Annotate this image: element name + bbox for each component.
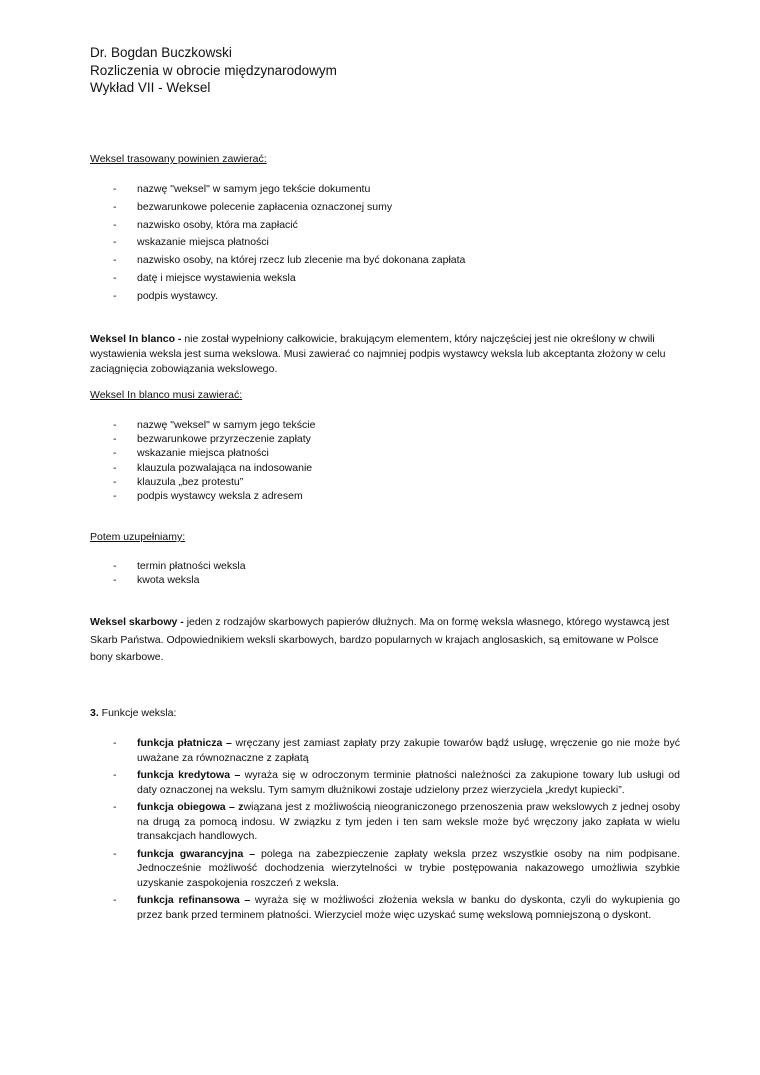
- list-item: - bezwarunkowe polecenie zapłacenia oznaczonej sumy: [90, 199, 680, 217]
- section-title: Funkcje weksla:: [98, 707, 177, 719]
- trasowany-list: [90, 181, 680, 306]
- list-item: [90, 768, 680, 797]
- list-item: - datę i miejsce wystawienia weksla: [90, 270, 680, 288]
- list-item: - kwota weksla: [90, 573, 680, 587]
- funkcje-section: [90, 736, 680, 925]
- uzupelniamy-heading: Potem uzupełniamy:: [90, 531, 186, 543]
- list-item: - klauzula pozwalająca na indosowanie: [90, 461, 680, 475]
- function-term: funkcja refinansowa –: [137, 894, 251, 906]
- blanco-line-2: wystawienia weksla jest suma wekslowa. Musi zawierać co najmniej podpis wystawcy weksla lub akceptanta złożony w celu: [90, 348, 666, 360]
- blanco-line-1: nie został wypełniony całkowicie, brakującym elementem, który najczęściej jest nie określony w chwili: [181, 333, 655, 345]
- list-item: - nazwisko osoby, na której rzecz lub zlecenie ma być dokonana zapłata: [90, 252, 680, 270]
- list-item: [90, 847, 680, 891]
- list-item: [90, 736, 680, 765]
- skarbowy-term: Weksel skarbowy -: [90, 616, 184, 628]
- function-term: funkcja kredytowa –: [137, 769, 241, 781]
- funkcje-heading: [90, 706, 680, 721]
- function-term: funkcja obiegowa – z: [137, 801, 244, 813]
- blanco-list-heading: Weksel In blanco musi zawierać:: [90, 389, 243, 401]
- uzupelniamy-section: [90, 530, 680, 587]
- skarbowy-line-2: Skarb Państwa. Odpowiednikiem weksli skarbowych, bardzo popularnych w krajach anglosaskich, są emitowane w Polsce: [90, 633, 659, 646]
- list-item: [90, 800, 680, 844]
- lecture-title: Wykład VII - Weksel: [90, 80, 211, 95]
- skarbowy-line-1: jeden z rodzajów skarbowych papierów dłużnych. Ma on formę weksla własnego, którego wystawcą jest: [183, 616, 670, 628]
- list-item: - podpis wystawcy.: [90, 288, 680, 306]
- section-number: 3.: [90, 707, 99, 719]
- list-item: - nazwisko osoby, która ma zapłacić: [90, 217, 680, 235]
- skarbowy-paragraph: [90, 614, 680, 667]
- list-item: [90, 893, 680, 922]
- list-item: - klauzula „bez protestu”: [90, 475, 680, 489]
- course-title: Rozliczenia w obrocie międzynarodowym: [90, 62, 337, 78]
- function-text: polega na zabezpieczenie zapłaty weksla przez wszystkie osoby na nim podpisane. Jednocześnie możliwość dochodzenia wierzytelności w trybie postępowania nakazowego umożliwia szybkie uzyskanie zaspokojenia roszczeń z weksla.: [137, 847, 680, 889]
- funkcje-list: [90, 736, 680, 922]
- skarbowy-line-3: bony skarbowe.: [90, 651, 164, 663]
- author-name: Dr. Bogdan Buczkowski: [90, 45, 232, 60]
- trasowany-heading: Weksel trasowany powinien zawierać:: [90, 153, 267, 165]
- list-item: - nazwę "weksel" w samym jego tekście dokumentu: [90, 181, 680, 199]
- list-item: - termin płatności weksla: [90, 559, 680, 573]
- function-text: wyraża się w odroczonym terminie płatności należności za zakupione towary lub usługi od daty oznaczonej na wekslu. Tym samym dłużnikowi zostaje udzielony przez wierzyciela „kredyt kupiecki”.: [137, 769, 680, 796]
- blanco-list-section: [90, 388, 680, 503]
- function-term: funkcja gwarancyjna –: [137, 847, 256, 860]
- function-text: wiązana jest z możliwością nieograniczonego przenoszenia praw wekslowych z jednej osoby na drugą za pomocą indosu. W związku z tym jeden i ten sam weksle może być wręczony jako zapłata w wielu transakcjach handlowych.: [137, 801, 680, 842]
- blanco-list: [90, 418, 680, 503]
- document-header: [90, 44, 337, 97]
- uzupelniamy-list: [90, 559, 680, 587]
- function-term: funkcja płatnicza –: [137, 737, 232, 749]
- blanco-line-3: zaciągnięcia zobowiązania wekslowego.: [90, 363, 278, 375]
- function-text: wręczany jest zamiast zapłaty przy zakupie towarów bądź usługę, wręczenie go nie może być uważane za równoznaczne z zapłatą: [137, 737, 680, 764]
- list-item: - wskazanie miejsca płatności: [90, 446, 680, 460]
- blanco-paragraph: [90, 332, 680, 377]
- trasowany-section: [90, 152, 680, 306]
- list-item: - podpis wystawcy weksla z adresem: [90, 489, 680, 503]
- list-item: - wskazanie miejsca płatności: [90, 234, 680, 252]
- list-item: - bezwarunkowe przyrzeczenie zapłaty: [90, 432, 680, 446]
- blanco-term: Weksel In blanco -: [90, 333, 182, 345]
- list-item: - nazwę "weksel" w samym jego tekście: [90, 418, 680, 432]
- function-text: wyraża się w możliwości złożenia weksla w banku do dyskonta, czyli do wykupienia go przez bank przed terminem płatności. Wierzyciel może więc uzyskać sumę wekslową pomniejszoną o dyskont.: [137, 894, 681, 921]
